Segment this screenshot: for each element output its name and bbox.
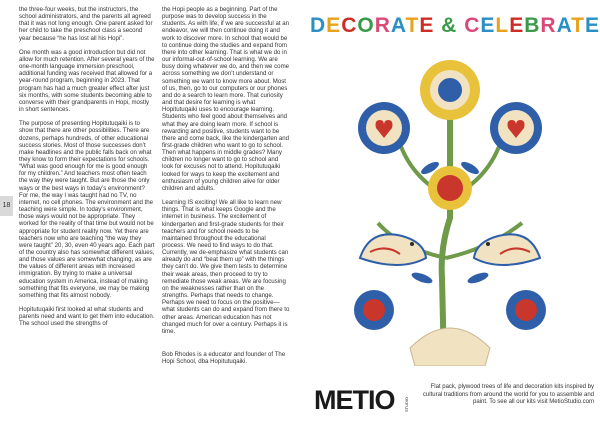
bird-right: [474, 234, 540, 265]
metio-studio-logo: [314, 384, 414, 414]
article-paragraph: the three-four weeks, but the instructors, the school administrators, and the parents all agreed that it was not long enough. One parent asked for her child to take the preschool class a second year because “he has lost all his Hopi”.: [19, 6, 153, 42]
ad-title-word: CELEBRATE: [464, 14, 600, 37]
article-paragraph: Learning IS exciting! We all like to learn new things. That is what keeps Google and the internet in business. The excitement of kindergarten and first-grade students for their teachers and for school needs to be maintained throughout the educational process. We need to find ways to do that. Currently, we de-emphasize what students can already do and “beat them up” with the things they can’t do. We give them tests to determine their weak areas, then proceed to try to remediate those weak areas. We are focusing on the weaknesses rather than on the strengths. Perhaps that needs to change. Perhaps we need to focus on the positive—what students can do and expand from there to other areas. American education has not changed much for over a century. Perhaps it is time.: [162, 199, 290, 335]
flower-lower-right: [506, 290, 546, 330]
svg-text:STUDIO: STUDIO: [404, 396, 409, 412]
article-paragraph: Hopitutuqaiki first looked at what students and parents need and want to get them into education. The school used the strengths of: [19, 306, 155, 328]
ad-title-word: DECORATE: [310, 14, 435, 37]
article-column-left: [19, 6, 155, 335]
flower-center: [428, 166, 472, 210]
ad-tagline: Flat pack, plywood trees of life and decoration kits inspired by cultural traditions from around the world for you to assemble and paint. To see all our kits visit MetioStudio.com: [422, 384, 594, 406]
article-paragraph: The purpose of presenting Hopitutuqaiki is to show that there are other possibilities. There are dozens, perhaps hundreds, of other educational success stories. Most of those successes don’t make headlines and the public falls back on what they know to form their expectations for schools. “What was good enough for me is good enough for my children.” And teachers most often teach the way they were taught. But are those the only ways or the best ways in today’s environment? For me, the way I was taught had no TV, no internet, no cell phones. The environment and the teaching were simple. In today’s environment, those ways would not be appropriate. They worked for the reality of that time but would not be appropriate for student reality now. Yet there are teachers now who are teaching “the way they were taught” 20, 30, even 40 years ago. Each part of the country also has somewhat different values, and those values are somewhat changing, as are the values of different areas with increased immigration. By trying to make a universal education system in America, instead of making something that fits everyone, we may be making something that fits almost nobody.: [19, 120, 155, 299]
author-bio: Bob Rhodes is a educator and founder of The Hopi School, dba Hopitutuqaiki.: [162, 351, 286, 366]
ad-title: [310, 14, 600, 38]
svg-text:METIO: METIO: [314, 385, 395, 414]
tree-of-life-illustration: [340, 48, 560, 366]
page-number-tab: 18: [0, 196, 13, 216]
ad-title-word: &: [441, 14, 458, 37]
flower-lower-left: [354, 290, 394, 330]
bird-left: [360, 234, 426, 265]
article-column-right: [162, 6, 290, 372]
article-paragraph: the Hopi people as a beginning. Part of the purpose was to develop success in the students. As with life, if we are successful at an endeavor, we will then continue doing it and work to discover more. In school that would be to continue doing the studies and expand from there into other learning. That is what we do in our informal-out-of-school learning. We are busy doing whatever we do, and then we come across something we don’t understand or something we want to know more about. Most of us, then, go to our computers or our phones and do a search to learn more. That curiosity and that desire for learning is what Hopitutuqaiki uses to encourage learning. Students who feel good about themselves and what they are doing learn more. If school is rewarding and positive, students want to be there and come back, like the kindergarten and first-grade children who want to go to school. Then what happens in middle grades? Many children no longer want to go to school and look for excuses not to attend. Hopitutuqaiki looked for ways to keep the excitement and enthusiasm of young children alive for older children and adults.: [162, 6, 290, 192]
flower-top: [420, 60, 480, 120]
flower-right: [490, 102, 542, 154]
flower-left: [358, 102, 410, 154]
advertisement: [300, 0, 600, 424]
article-paragraph: One month was a good introduction but did not allow for much retention. After several years of the one-month language immersion preschool, additional funding was received that allowed for a year-round program, beginning in 2023. That program has had a much greater effect after just six months, with some students becoming able to converse with their grandparents in Hopi, mostly in short sentences.: [19, 48, 155, 114]
